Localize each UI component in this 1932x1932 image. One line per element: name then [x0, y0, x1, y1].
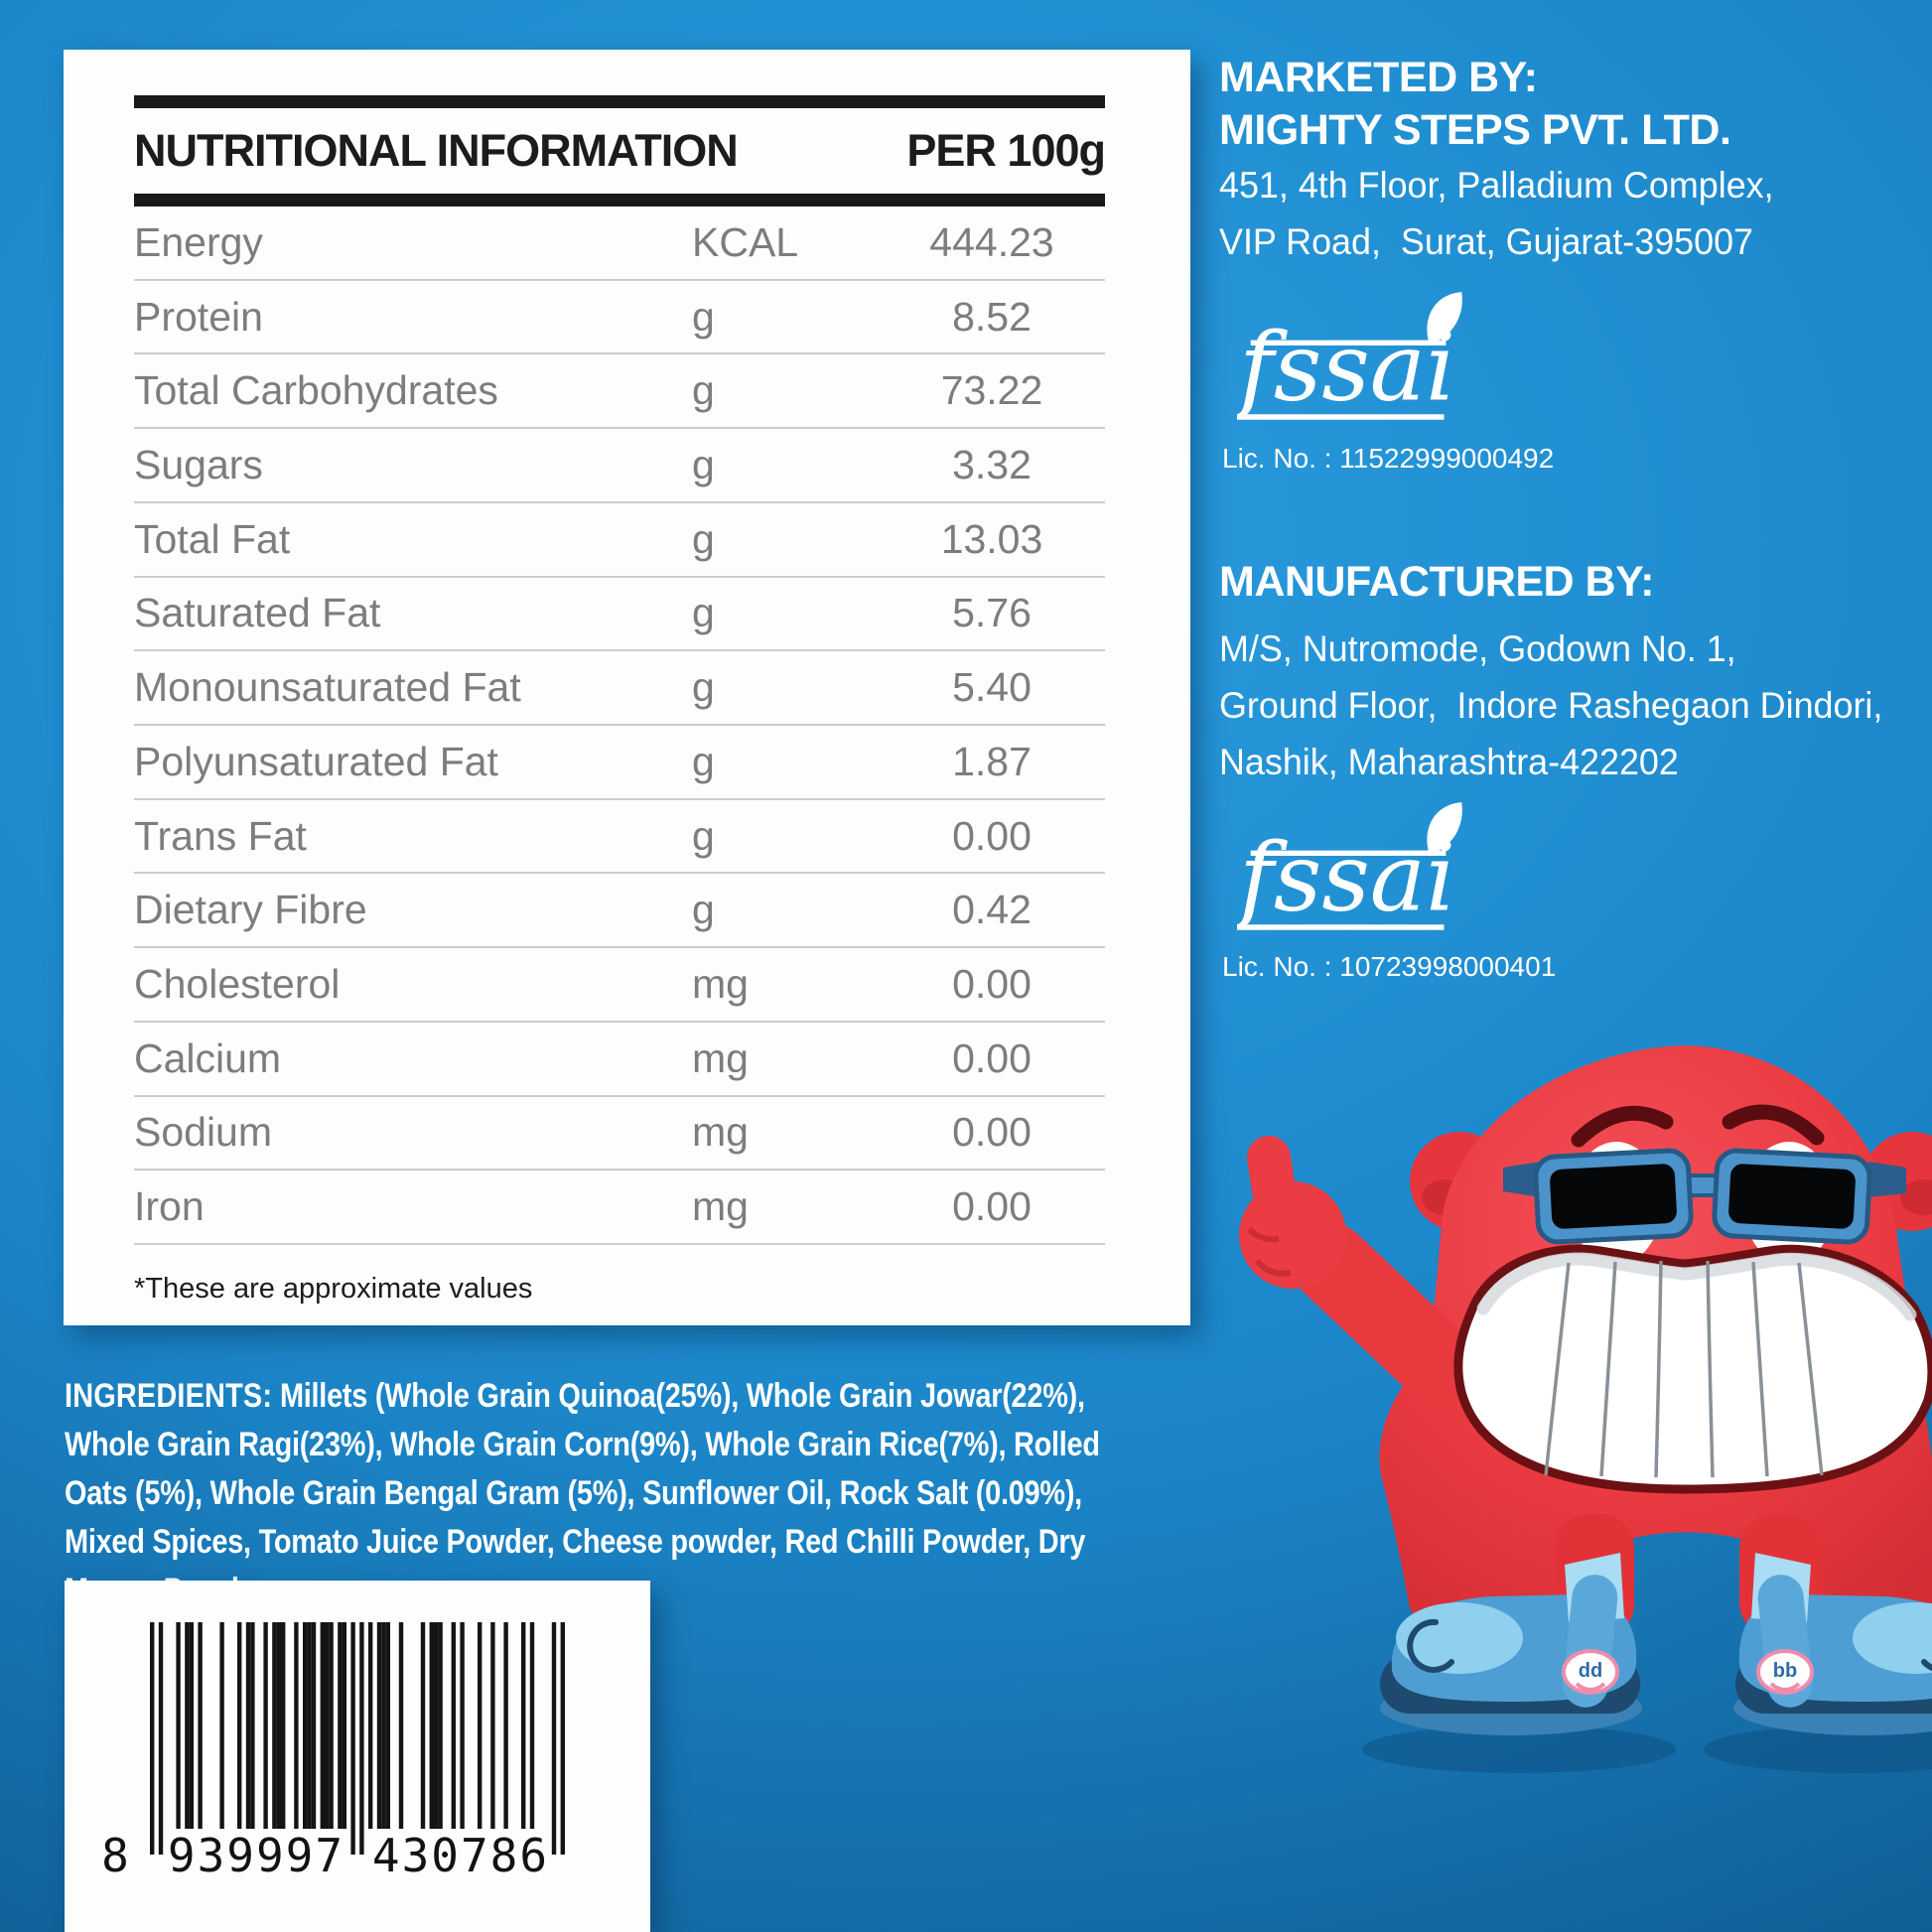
nutrient-value: 8.52: [952, 293, 1032, 340]
header-rule-top: [134, 95, 1105, 108]
table-row: [134, 1171, 1105, 1245]
marketed-address-line2: VIP Road, Surat, Gujarat-395007: [1219, 221, 1754, 262]
table-row: [134, 1023, 1105, 1097]
nutrient-unit: g: [692, 590, 715, 636]
nutrient-unit: g: [692, 738, 715, 784]
nutrient-label: Protein: [134, 293, 263, 340]
nutrient-value: 0.00: [952, 960, 1032, 1007]
svg-text:fssai: fssai: [1238, 313, 1456, 423]
table-row: [134, 651, 1105, 726]
nutrition-title: NUTRITIONAL INFORMATION: [134, 125, 738, 176]
mascot-character: [1132, 1013, 1932, 1932]
nutrient-value: 444.23: [929, 218, 1054, 265]
ingredients-paragraph: [65, 1372, 1283, 1615]
nutrient-label: Monounsaturated Fat: [134, 664, 521, 711]
nutrient-unit: g: [692, 812, 715, 859]
barcode-right-group: 430786: [371, 1829, 550, 1882]
table-row: [134, 354, 1105, 429]
fssai-logo: [1237, 800, 1471, 937]
header-rule-bottom: [134, 194, 1105, 207]
barcode-icon: [150, 1622, 565, 1859]
manufactured-line3: Nashik, Maharashtra-422202: [1219, 742, 1679, 782]
nutrient-label: Calcium: [134, 1035, 282, 1081]
nutrient-value: 0.42: [952, 887, 1032, 933]
nutrient-label: Trans Fat: [134, 812, 307, 859]
per-100g-label: PER 100g: [906, 125, 1105, 176]
nutrient-unit: g: [692, 367, 715, 414]
marketed-company: MIGHTY STEPS PVT. LTD.: [1219, 106, 1731, 154]
nutrient-unit: g: [692, 515, 715, 562]
table-row: [134, 503, 1105, 578]
nutrient-label: Polyunsaturated Fat: [134, 738, 498, 784]
nutrient-unit: mg: [692, 960, 749, 1007]
barcode-first-digit: 8: [101, 1829, 131, 1882]
right-shoe-badge: [1758, 1651, 1812, 1693]
thumbs-up-arm: [1239, 1158, 1440, 1366]
fssai-logo: [1237, 290, 1471, 427]
nutrition-panel: [64, 50, 1190, 1325]
table-row: [134, 874, 1105, 948]
nutrient-value: 0.00: [952, 812, 1032, 859]
table-row: [134, 429, 1105, 503]
nutrient-label: Dietary Fibre: [134, 887, 367, 933]
manufactured-by-block: [1219, 556, 1903, 790]
nutrient-unit: KCAL: [692, 218, 799, 265]
nutrient-value: 3.32: [952, 441, 1032, 487]
svg-text:fssai: fssai: [1238, 823, 1456, 933]
grin-mouth: [1458, 1249, 1932, 1489]
ingredients-line2: Whole Grain Ragi(23%), Whole Grain Corn(9%), Whole Grain Rice(7%), Rolled: [65, 1426, 1100, 1463]
marketed-by-block: [1219, 52, 1791, 270]
table-row: [134, 578, 1105, 652]
nutrient-unit: g: [692, 293, 715, 340]
nutrient-value: 73.22: [940, 367, 1043, 414]
nutrient-unit: g: [692, 441, 715, 487]
nutrient-value: 0.00: [952, 1035, 1032, 1081]
nutrient-value: 5.76: [952, 590, 1032, 636]
svg-text:bb: bb: [1772, 1660, 1798, 1682]
nutrient-value: 1.87: [952, 738, 1032, 784]
nutrient-unit: mg: [692, 1183, 749, 1230]
fssai-license-manufactured: Lic. No. : 10723998000401: [1222, 951, 1557, 982]
ingredients-line1: Millets (Whole Grain Quinoa(25%), Whole Grain Jowar(22%),: [272, 1377, 1085, 1415]
table-row: [134, 800, 1105, 875]
ingredients-line4: Mixed Spices, Tomato Juice Powder, Cheese powder, Red Chilli Powder, Dry: [65, 1523, 1086, 1561]
nutrient-label: Saturated Fat: [134, 590, 381, 636]
nutrient-value: 13.03: [940, 515, 1043, 562]
nutrient-label: Cholesterol: [134, 960, 341, 1007]
nutrient-label: Total Carbohydrates: [134, 367, 498, 414]
left-shoe-badge: [1564, 1651, 1617, 1693]
nutrient-label: Energy: [134, 218, 263, 265]
nutrient-value: 0.00: [952, 1183, 1032, 1230]
table-row: [134, 948, 1105, 1023]
nutrient-unit: mg: [692, 1109, 749, 1156]
manufactured-by-heading: MANUFACTURED BY:: [1219, 558, 1654, 606]
nutrition-table: [134, 207, 1105, 1245]
nutrient-unit: g: [692, 664, 715, 711]
nutrient-value: 0.00: [952, 1109, 1032, 1156]
barcode-digits: [65, 1829, 650, 1898]
nutrient-label: Sodium: [134, 1109, 273, 1156]
nutrient-label: Total Fat: [134, 515, 291, 562]
table-row: [134, 207, 1105, 281]
nutrient-label: Sugars: [134, 441, 263, 487]
barcode-card: [65, 1581, 650, 1932]
ingredients-line3: Oats (5%), Whole Grain Bengal Gram (5%), Sunflower Oil, Rock Salt (0.09%),: [65, 1474, 1082, 1512]
nutrient-unit: g: [692, 887, 715, 933]
nutrient-unit: mg: [692, 1035, 749, 1081]
fssai-license-marketed: Lic. No. : 11522999000492: [1222, 443, 1555, 474]
nutrient-label: Iron: [134, 1183, 205, 1230]
table-row: [134, 1097, 1105, 1172]
marketed-address-line1: 451, 4th Floor, Palladium Complex,: [1219, 165, 1774, 206]
table-row: [134, 281, 1105, 355]
svg-text:dd: dd: [1578, 1660, 1603, 1682]
nutrient-value: 5.40: [952, 664, 1032, 711]
ingredients-label: INGREDIENTS:: [65, 1377, 273, 1415]
manufactured-line2: Ground Floor, Indore Rashegaon Dindori,: [1219, 685, 1883, 726]
approximate-values-note: *These are approximate values: [134, 1273, 533, 1305]
manufactured-line1: M/S, Nutromode, Godown No. 1,: [1219, 628, 1736, 669]
marketed-by-heading: MARKETED BY:: [1219, 54, 1538, 101]
table-row: [134, 726, 1105, 800]
barcode-left-group: 939997: [167, 1829, 345, 1882]
